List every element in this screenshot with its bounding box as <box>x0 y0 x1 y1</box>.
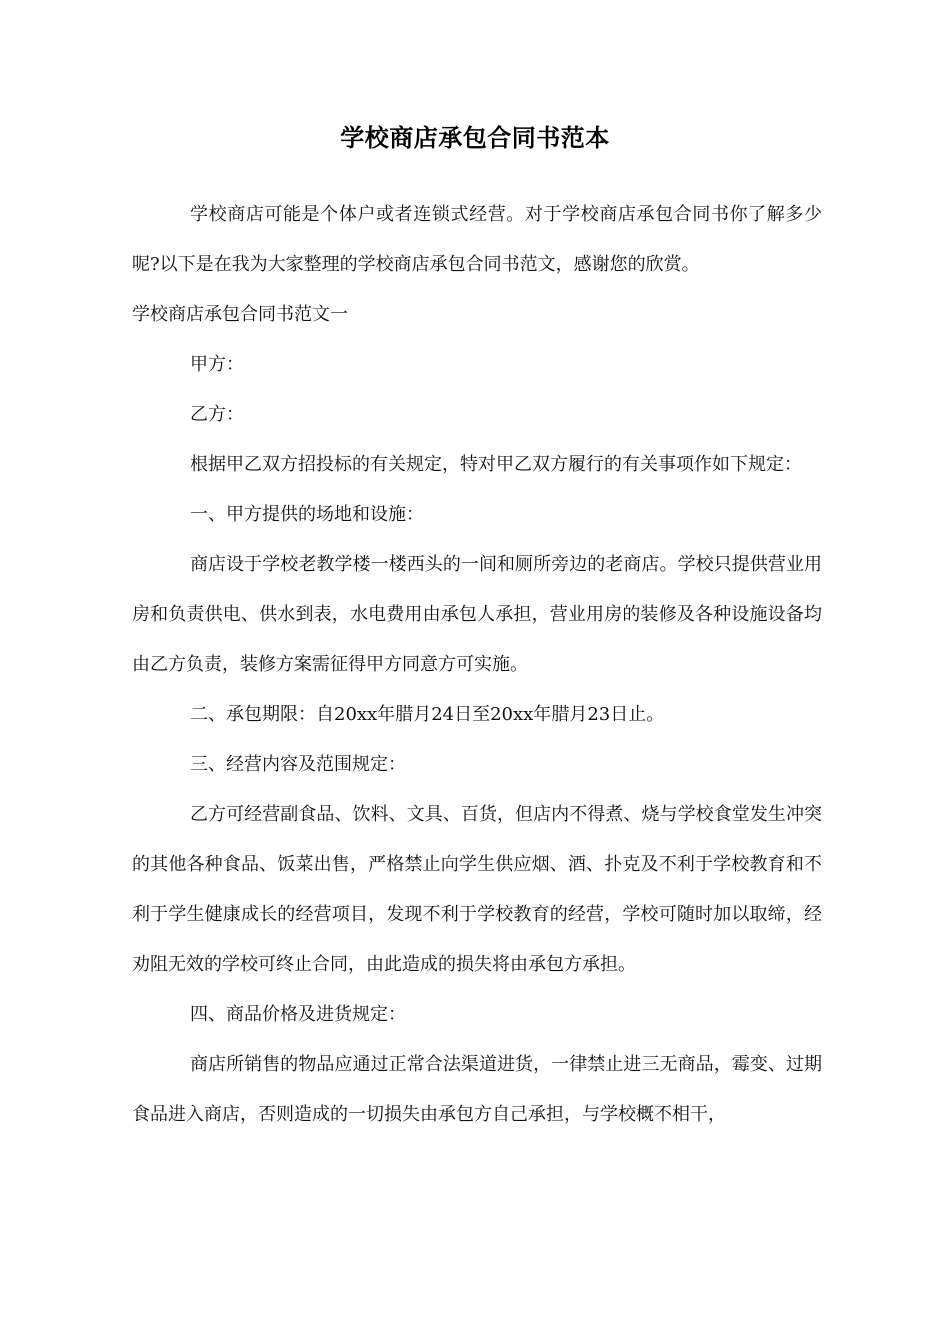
section-heading: 学校商店承包合同书范文一 <box>132 304 348 325</box>
party-b-line: 乙方： <box>190 404 244 425</box>
party-a-line: 甲方： <box>190 354 244 375</box>
clause-heading-2: 二、承包期限：自20xx年腊月24日至20xx年腊月23日止。 <box>190 704 665 725</box>
clause-body-3: 乙方可经营副食品、饮料、文具、百货，但店内不得煮、烧与学校食堂发生冲突的其他各种食品、饭菜出售，严格禁止向学生供应烟、酒、扑克及不利于学校教育和不利于学生健康成长的经营项目，发现不利于学校教育的经营，学校可随时加以取缔，经劝阻无效的学校可终止合同，由此造成的损失将由承包方承担。 <box>132 804 822 975</box>
document-body <box>132 190 822 1140</box>
clause-heading-3: 三、经营内容及范围规定： <box>190 754 406 775</box>
clause-body-1: 商店设于学校老教学楼一楼西头的一间和厕所旁边的老商店。学校只提供营业用房和负责供电、供水到表，水电费用由承包人承担，营业用房的装修及各种设施设备均由乙方负责，装修方案需征得甲方同意方可实施。 <box>132 554 822 675</box>
clause-heading-1: 一、甲方提供的场地和设施： <box>190 504 424 525</box>
preamble-paragraph: 根据甲乙双方招投标的有关规定，特对甲乙双方履行的有关事项作如下规定： <box>190 454 802 475</box>
clause-heading-4: 四、商品价格及进货规定： <box>190 1004 406 1025</box>
clause-body-4: 商店所销售的物品应通过正常合法渠道进货，一律禁止进三无商品，霉变、过期食品进入商店，否则造成的一切损失由承包方自己承担，与学校概不相干， <box>132 1054 822 1125</box>
document-title: 学校商店承包合同书范本 <box>340 124 610 152</box>
intro-paragraph: 学校商店可能是个体户或者连锁式经营。对于学校商店承包合同书你了解多少呢?以下是在我为大家整理的学校商店承包合同书范文，感谢您的欣赏。 <box>132 204 822 275</box>
